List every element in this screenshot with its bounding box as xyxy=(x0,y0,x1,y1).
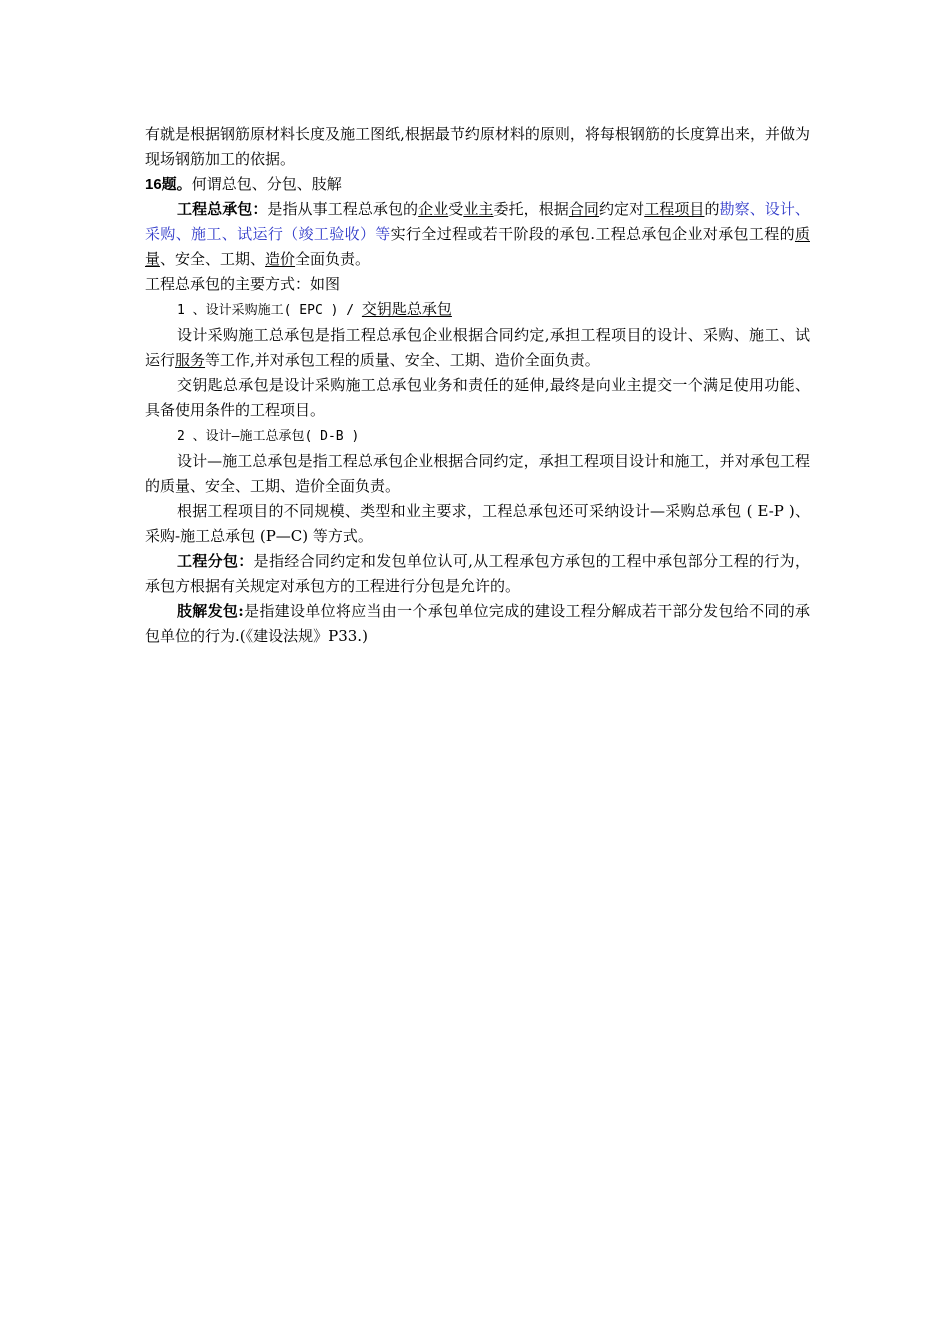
paragraph-design-build: 设计—施工总承包是指工程总承包企业根据合同约定，承担工程项目设计和施工，并对承包工程的质量、安全、工期、造价全面负责。 xyxy=(145,452,810,495)
paragraph-turnkey: 交钥匙总承包是设计采购施工总承包业务和责任的延伸,最终是向业主提交一个满足使用功能、具备使用条件的工程项目。 xyxy=(145,376,810,419)
document-body xyxy=(145,122,810,649)
paragraph-epc xyxy=(145,323,810,373)
link-project[interactable]: 工程项目 xyxy=(644,200,705,218)
link-contract[interactable]: 合同 xyxy=(568,200,599,218)
link-quality[interactable]: 质量 xyxy=(145,225,810,268)
text-segment: 、安全、工期、 xyxy=(160,250,266,268)
text-segment: 全面负责。 xyxy=(295,250,371,268)
text-segment: 是指从事工程总承包的 xyxy=(267,200,419,218)
paragraph-subcontracting xyxy=(145,549,810,599)
text-segment: 等工作,并对承包工程的质量、安全、工期、造价全面负责。 xyxy=(205,351,600,369)
text-segment: 设计采购施工总承包是指工程总承包企业根据合同约定,承担工程项目的设计、采购、施工、试运行 xyxy=(145,326,810,369)
question-text: 何谓总包、分包、肢解 xyxy=(191,175,342,193)
paragraph-other-modes: 根据工程项目的不同规模、类型和业主要求，工程总承包还可采纳设计—采购总承包 ( E-P )、采购-施工总承包 (P—C) 等方式。 xyxy=(145,502,810,545)
question-number: 16题。 xyxy=(145,176,192,193)
mode-2-heading-text: 2 、设计—施工总承包( D-B ) xyxy=(177,429,360,444)
link-cost[interactable]: 造价 xyxy=(265,250,296,268)
term-subcontracting: 工程分包： xyxy=(177,552,254,570)
paragraph-general-contracting xyxy=(145,197,810,272)
paragraph-rebar: 有就是根据钢筋原材料长度及施工图纸,根据最节约原材料的原则，将每根钢筋的长度算出来，并做为现场钢筋加工的依据。 xyxy=(145,125,810,168)
paragraph-split-contracting xyxy=(145,599,810,649)
text-segment: 实行全过程或若干阶段的承包.工程总承包企业对承包工程的 xyxy=(390,225,795,243)
text-segment: 受 xyxy=(448,200,464,218)
mode-1-heading xyxy=(145,297,810,323)
link-enterprise[interactable]: 企业 xyxy=(418,200,449,218)
link-service[interactable]: 服务 xyxy=(175,351,206,369)
text-segment: 约定对 xyxy=(598,200,645,218)
text-segment: 委托，根据 xyxy=(493,200,569,218)
highlight-phases: 勘察、设计、采购、施工、试运行（竣工验收）等 xyxy=(145,200,810,243)
link-owner[interactable]: 业主 xyxy=(463,200,494,218)
term-general-contracting: 工程总承包： xyxy=(177,200,268,218)
text-segment: 是指建设单位将应当由一个承包单位完成的建设工程分解成若干部分发包给不同的承包单位的行为.(《建设法规》P33.) xyxy=(145,602,810,645)
text-segment: 是指经合同约定和发包单位认可,从工程承包方承包的工程中承包部分工程的行为，承包方根据有关规定对承包方的工程进行分包是允许的。 xyxy=(145,552,810,595)
text-segment: 的 xyxy=(704,200,720,218)
modes-heading: 工程总承包的主要方式：如图 xyxy=(145,275,341,293)
term-split-contracting: 肢解发包: xyxy=(177,602,244,620)
mode-2-heading xyxy=(145,423,810,449)
mode-1-prefix: 1 、设计采购施工( EPC ) / xyxy=(177,303,362,318)
question-16-heading xyxy=(145,172,810,197)
link-turnkey[interactable]: 交钥匙总承包 xyxy=(361,300,452,318)
